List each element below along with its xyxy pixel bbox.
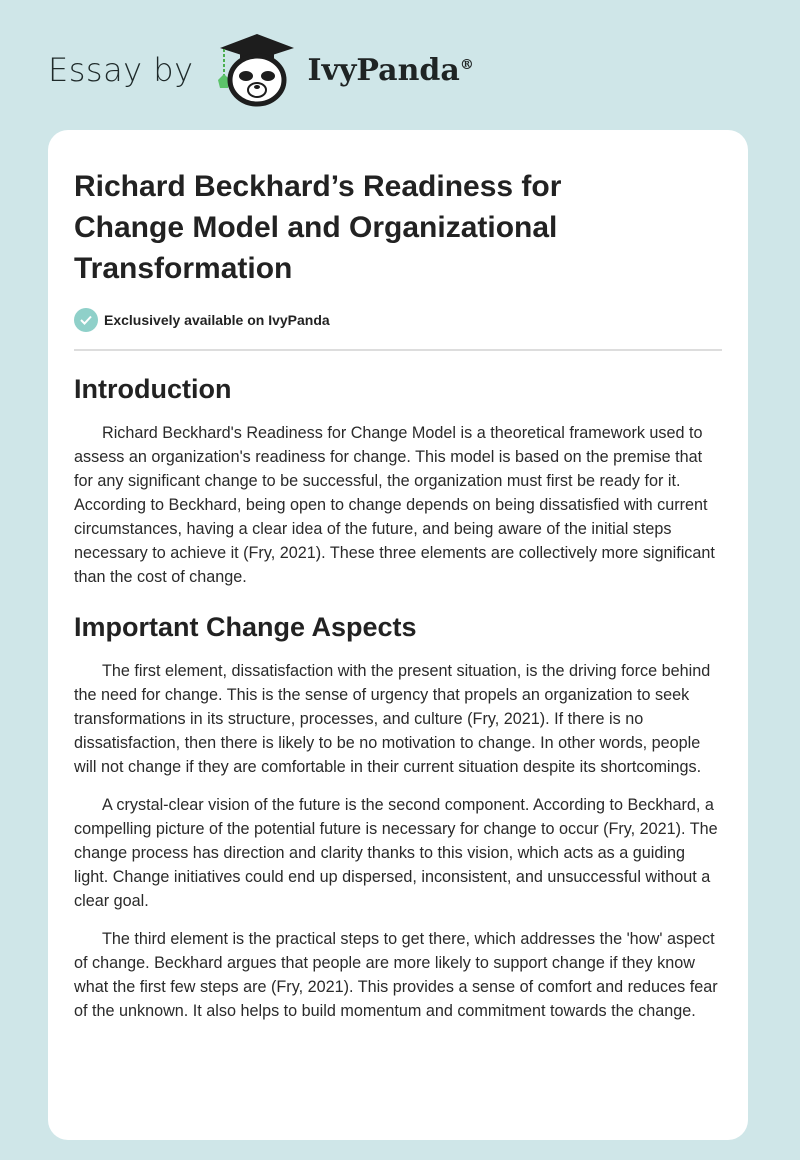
brand-name[interactable] — [308, 53, 474, 88]
check-circle-icon — [74, 308, 98, 332]
brand-text: IvyPanda — [307, 52, 460, 88]
essay-card — [48, 130, 748, 1140]
divider — [74, 349, 722, 351]
site-header — [48, 30, 474, 110]
paragraph: A crystal-clear vision of the future is the second component. According to Beckhard, a compelling picture of the potential future is necessary for change to occur (Fry, 2021). The change process has direction and clarity thanks to this vision, which acts as a guiding light. Change initiatives could end up dispersed, inconsistent, and unsuccessful without a clear goal. — [74, 796, 718, 910]
registered-mark: ® — [459, 56, 474, 73]
paragraph: Richard Beckhard's Readiness for Change Model is a theoretical framework used to assess an organization's readiness for change. This model is based on the premise that for any significant change to be successful, the organization must first be ready for it. According to Beckhard, being open to change depends on being dissatisfied with current circumstances, having a clear idea of the future, and being aware of the initial steps necessary to achieve it (Fry, 2021). These three elements are collectively more significant than the cost of change. — [74, 424, 715, 586]
essay-by-label: Essay by — [48, 51, 194, 89]
badge-text: Exclusively available on IvyPanda — [104, 312, 330, 328]
essay-title: Richard Beckhard’s Readiness for Change Model and Organizational Transformation — [74, 170, 562, 285]
paragraph: The third element is the practical steps to get there, which addresses the 'how' aspect of change. Beckhard argues that people are more likely to support change if they know what the first few steps are (Fry, 2021). This provides a sense of comfort and reduces fear of the unknown. It also helps to build momentum and commitment towards the change. — [74, 930, 718, 1020]
section-heading: Introduction — [74, 374, 232, 404]
paragraph: The first element, dissatisfaction with the present situation, is the driving force behind the need for change. This is the sense of urgency that propels an organization to seek transformations in its structure, processes, and culture (Fry, 2021). If there is no dissatisfaction, then there is likely to be no motivation to change. In other words, people will not change if they are comfortable in their current situation despite its shortcomings. — [74, 662, 711, 776]
panda-logo-icon[interactable] — [212, 30, 302, 110]
exclusive-badge — [74, 308, 722, 332]
section-heading: Important Change Aspects — [74, 612, 417, 642]
